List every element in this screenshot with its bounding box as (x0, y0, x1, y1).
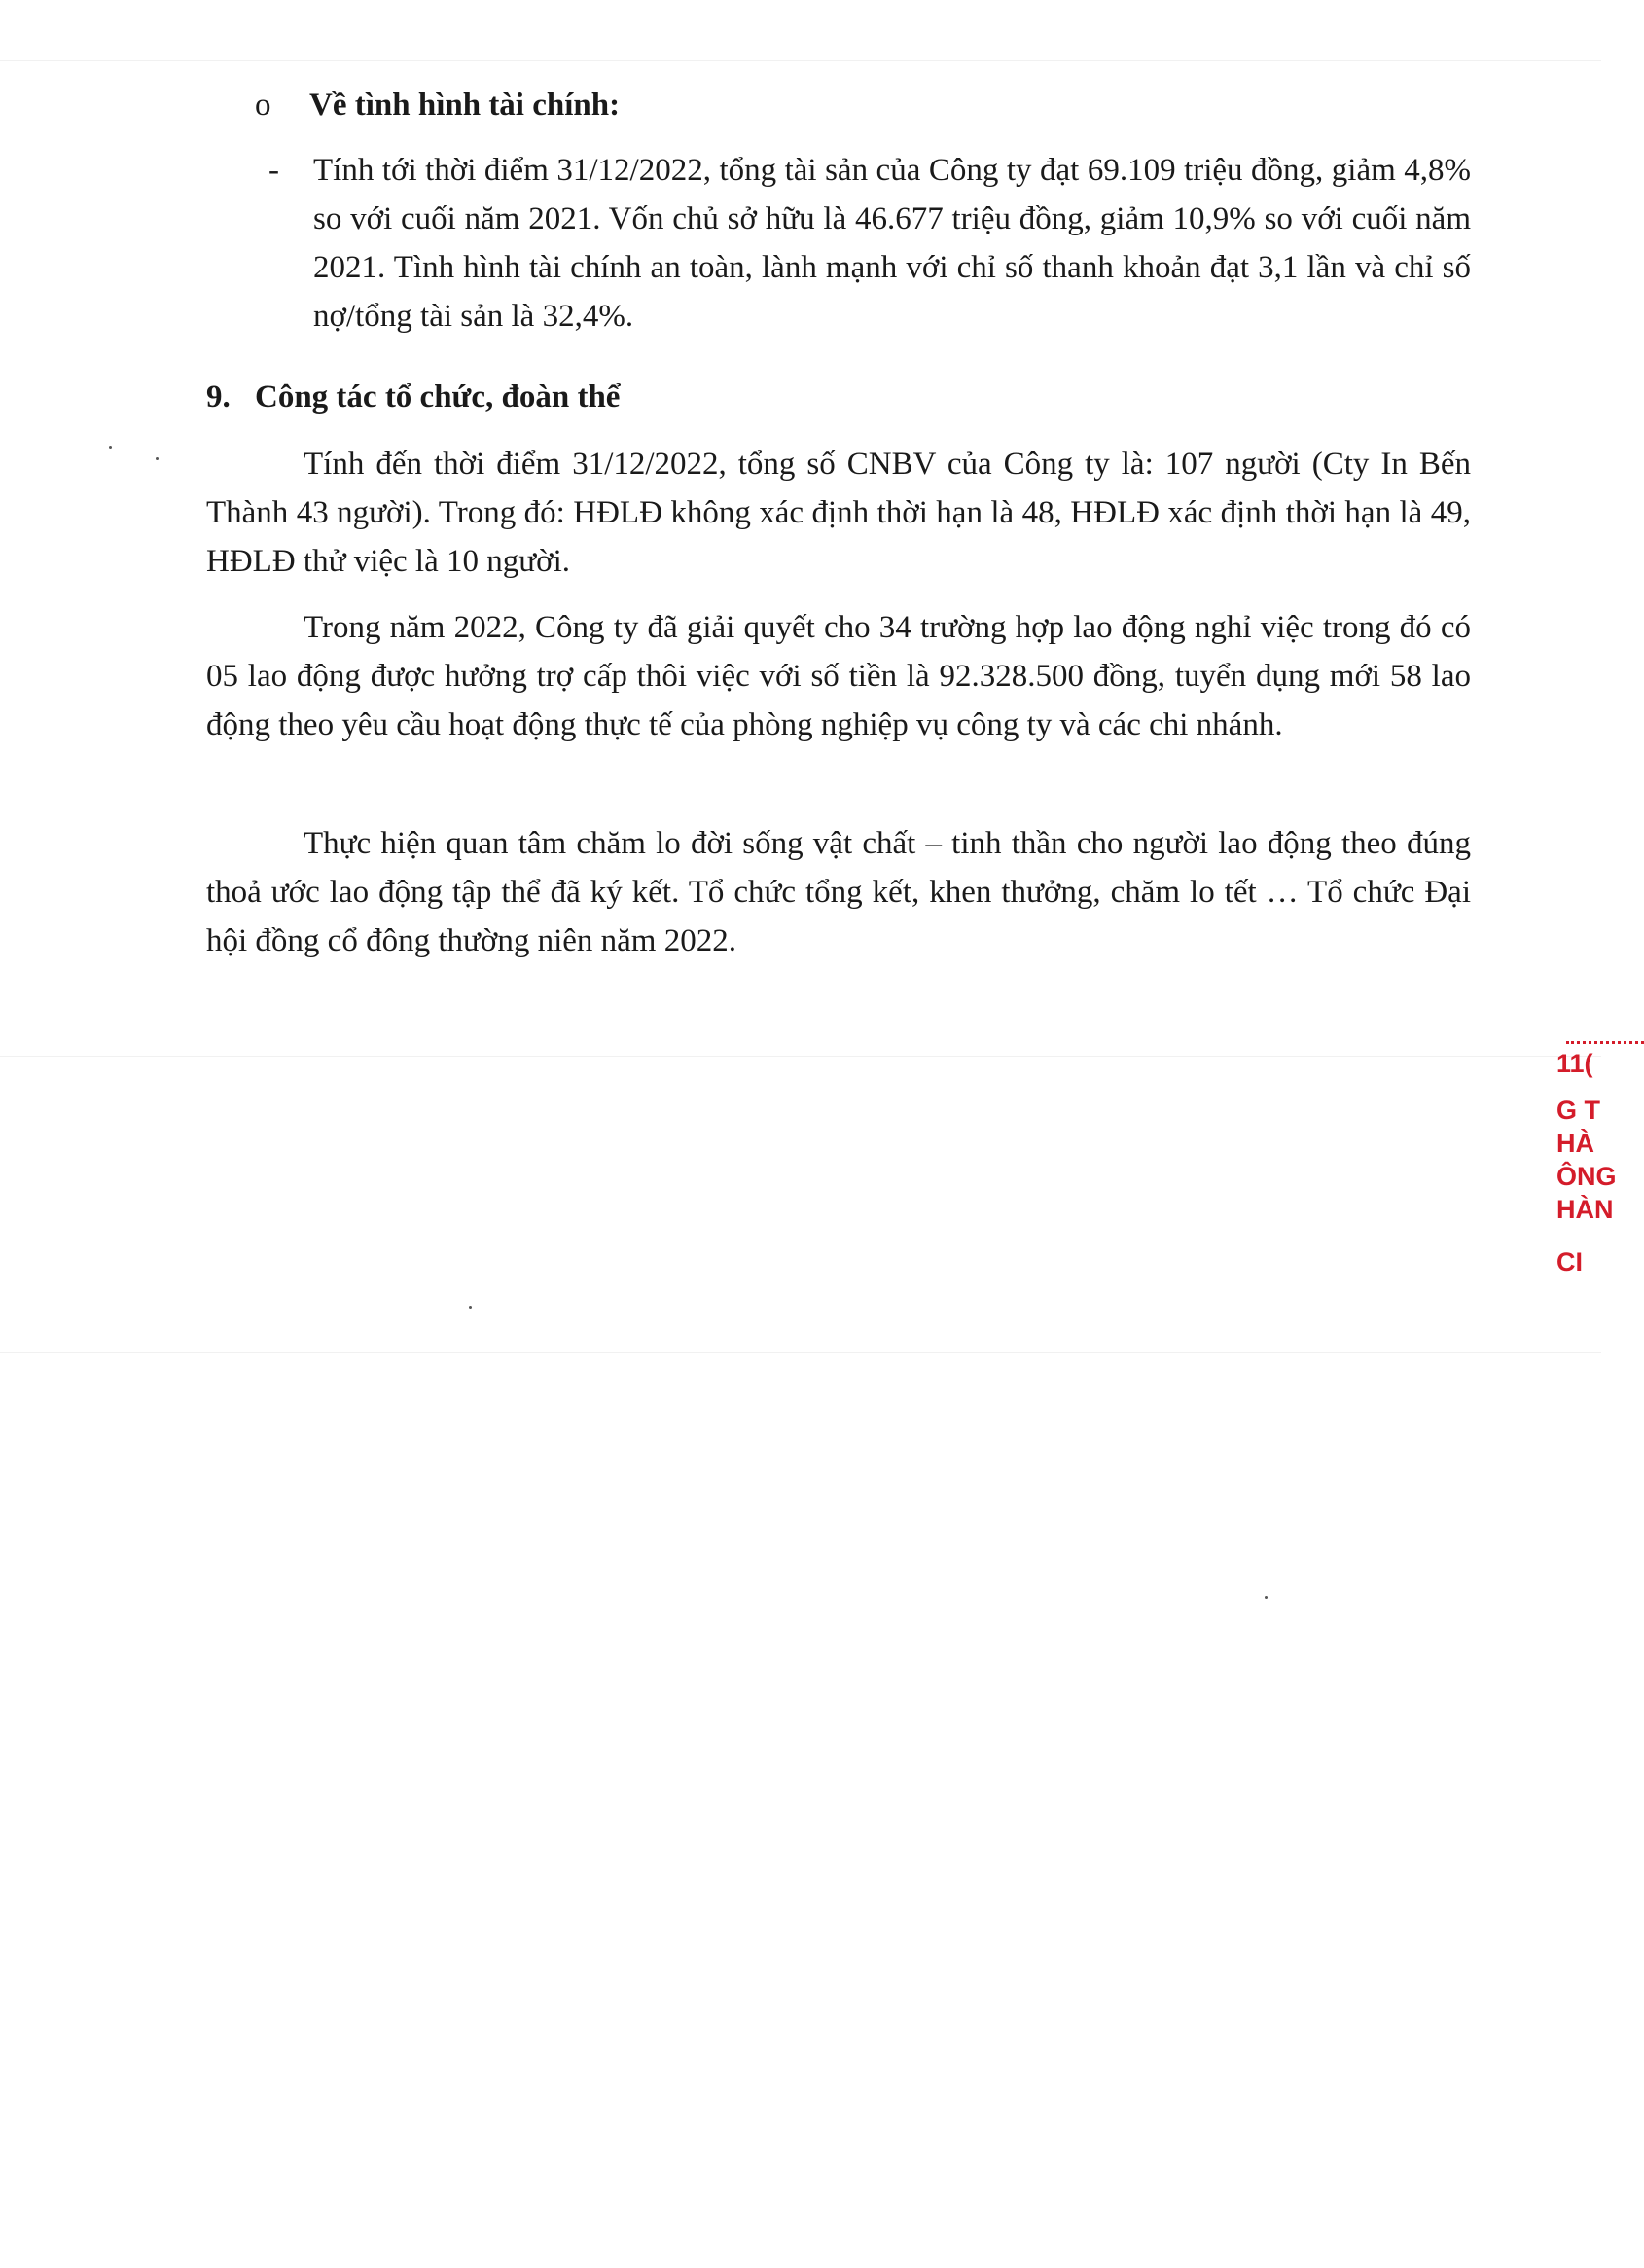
scan-speck (469, 1306, 472, 1309)
stamp-text-line: HÀN (1556, 1195, 1614, 1224)
company-seal-stamp (1556, 1041, 1617, 1304)
scan-speck (109, 446, 112, 449)
section-title: Công tác tổ chức, đoàn thể (255, 379, 621, 414)
financial-item-text: Tính tới thời điểm 31/12/2022, tổng tài sản của Công ty đạt 69.109 triệu đồng, giảm 4,8% so với cuối năm 2021. Vốn chủ sở hữu là 46.677 triệu đồng, giảm 10,9% so với cuối năm 2021. Tình hình tài chính an toàn, lành mạnh với chỉ số thanh khoản đạt 3,1 lần và chỉ số nợ/tổng tài sản là 32,4%. (313, 153, 1471, 334)
paragraph-labor-changes: Trong năm 2022, Công ty đã giải quyết cho 34 trường hợp lao động nghỉ việc trong đó có 05 lao động được hưởng trợ cấp thôi việc với số tiền là 92.328.500 đồng, tuyển dụng mới 58 lao động theo yêu cầu hoạt động thực tế của phòng nghiệp vụ công ty và các chi nhánh. (206, 610, 1471, 742)
circle-bullet-icon: o (255, 88, 271, 123)
stamp-border-arc (1566, 1041, 1644, 1050)
financial-heading-text: Về tình hình tài chính: (309, 88, 621, 123)
paragraph-welfare: Thực hiện quan tâm chăm lo đời sống vật chất – tinh thần cho người lao động theo đúng thoả ước lao động tập thể đã ký kết. Tổ chức tổng kết, khen thưởng, chăm lo tết … Tổ chức Đại hội đồng cổ đông thường niên năm 2022. (206, 826, 1471, 958)
section-heading (206, 376, 620, 418)
stamp-text-line: ÔNG (1556, 1162, 1617, 1191)
stamp-text-line: G T (1556, 1096, 1600, 1125)
section-number: 9. (206, 379, 231, 414)
financial-list-item (268, 146, 1471, 341)
financial-heading (255, 86, 620, 125)
stamp-text-line: 11( (1556, 1049, 1593, 1078)
stamp-text-line: CI (1556, 1247, 1583, 1277)
scan-speck (1265, 1596, 1268, 1599)
scan-artifact-line (0, 1352, 1601, 1353)
stamp-text-line: HÀ (1556, 1129, 1594, 1158)
dash-bullet-icon: - (268, 153, 279, 188)
paragraph-staff-count: Tính đến thời điểm 31/12/2022, tổng số CNBV của Công ty là: 107 người (Cty In Bến Thành 43 người). Trong đó: HĐLĐ không xác định thời hạn là 48, HĐLĐ xác định thời hạn là 49, HĐLĐ thử việc là 10 người. (206, 447, 1471, 579)
scan-speck (156, 457, 159, 460)
scan-artifact-line (0, 1056, 1601, 1057)
scan-artifact-line (0, 60, 1601, 61)
